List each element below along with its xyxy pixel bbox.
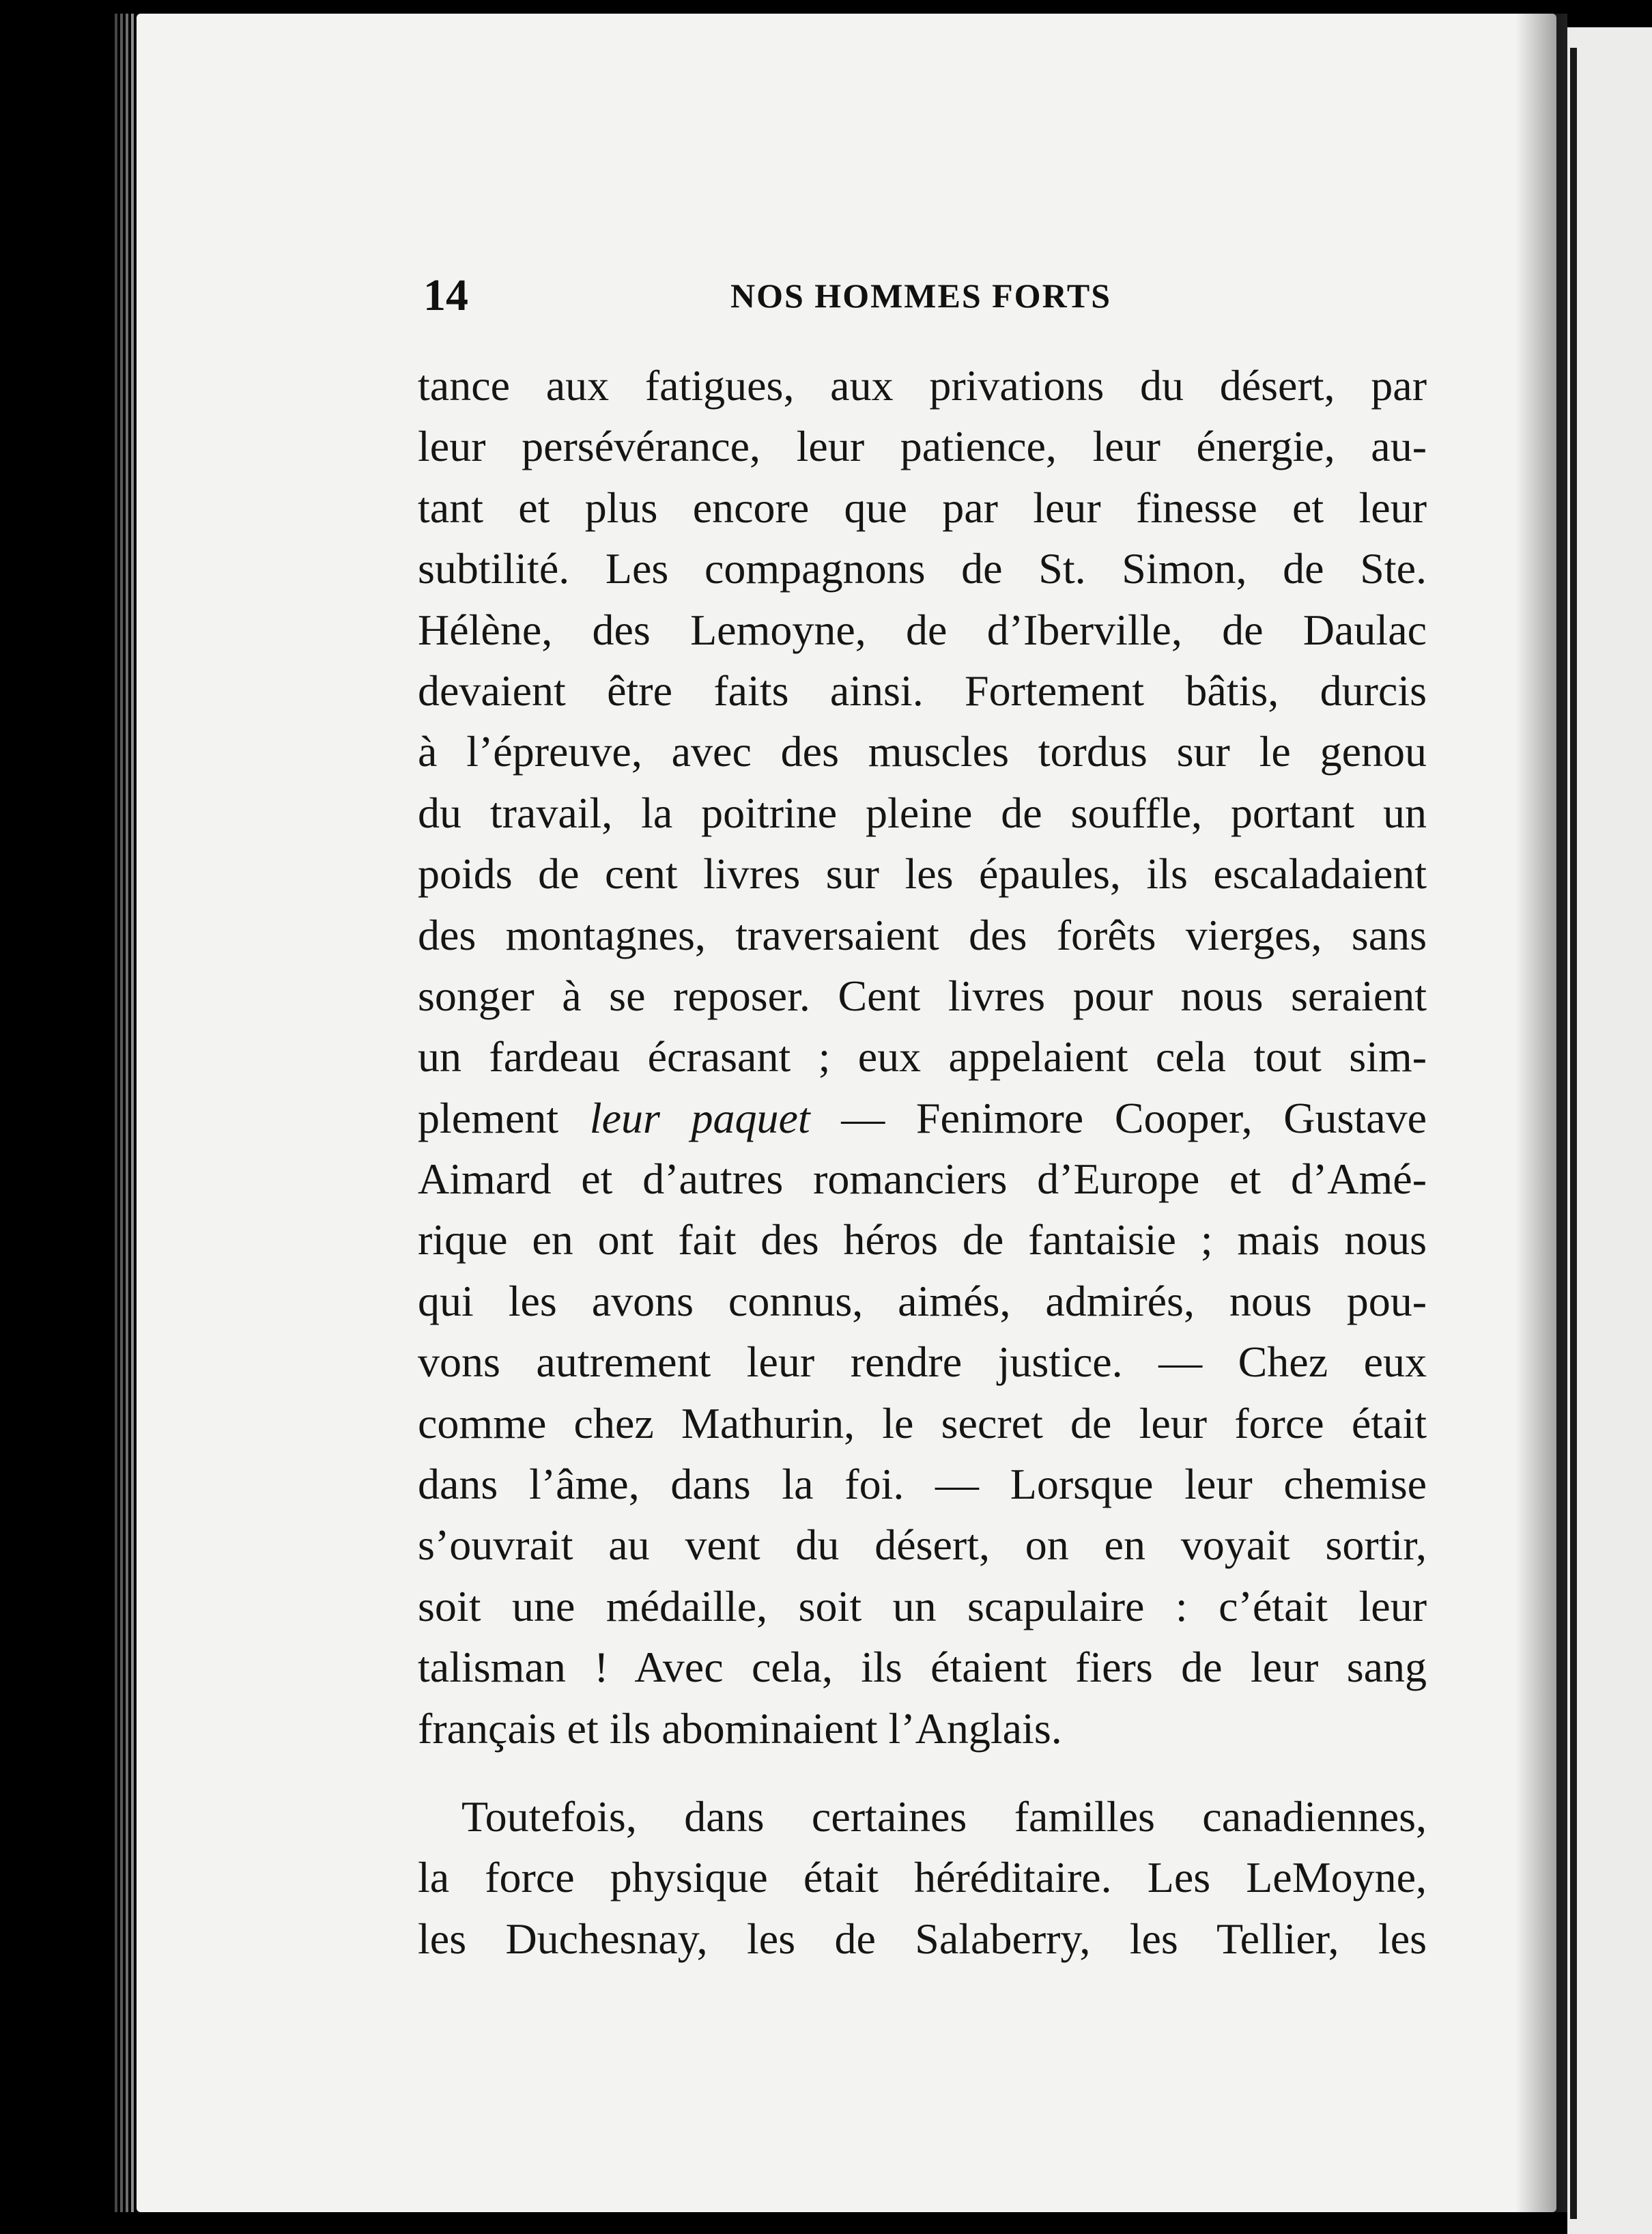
text-line: tance aux fatigues, aux privations du désert, par (418, 361, 1427, 410)
text-line: devaient être faits ainsi. Fortement bâtis, durcis (418, 666, 1427, 715)
next-page-rule (1570, 48, 1577, 2219)
text-line: à l’épreuve, avec des muscles tordus sur le genou (418, 727, 1427, 776)
text-segment: plement (418, 1093, 590, 1142)
text-line: songer à se reposer. Cent livres pour nous seraient (418, 971, 1427, 1020)
text-line: s’ouvrait au vent du désert, on en voyait sortir, (418, 1521, 1427, 1570)
page-edge (120, 14, 123, 2212)
page-number: 14 (423, 270, 468, 320)
italic-phrase: leur paquet (589, 1093, 810, 1142)
text-line: comme chez Mathurin, le secret de leur force était (418, 1398, 1427, 1447)
text-segment: — Fenimore Cooper, Gustave (810, 1093, 1427, 1142)
text-line: Toutefois, dans certaines familles canadiennes, (461, 1792, 1427, 1841)
text-line: subtilité. Les compagnons de St. Simon, de Ste. (418, 544, 1427, 593)
text-line: leur persévérance, leur patience, leur énergie, au- (418, 422, 1427, 471)
text-line-with-italic (418, 1088, 1427, 1148)
running-title: NOS HOMMES FORTS (730, 277, 1112, 315)
page-edge (115, 14, 117, 2212)
page-header (423, 265, 1393, 326)
text-line: Aimard et d’autres romanciers d’Europe et d’Amé- (418, 1155, 1427, 1204)
text-line: dans l’âme, dans la foi. — Lorsque leur chemise (418, 1460, 1427, 1509)
text-line: qui les avons connus, aimés, admirés, nous pou- (418, 1276, 1427, 1325)
text-line: un fardeau écrasant ; eux appelaient cela tout sim- (418, 1032, 1427, 1081)
text-line: Hélène, des Lemoyne, de d’Iberville, de Daulac (418, 605, 1427, 654)
page-edge (126, 14, 128, 2212)
text-line: tant et plus encore que par leur finesse et leur (418, 483, 1427, 532)
text-line: vons autrement leur rendre justice. — Chez eux (418, 1338, 1427, 1387)
text-line: les Duchesnay, les de Salaberry, les Tellier, les (418, 1914, 1427, 1963)
text-line: français et ils abominaient l’Anglais. (418, 1703, 1062, 1753)
text-line: rique en ont fait des héros de fantaisie ; mais nous (418, 1215, 1427, 1264)
gutter-shadow (1515, 14, 1567, 2212)
text-line: des montagnes, traversaient des forêts vierges, sans (418, 910, 1427, 959)
page-edge (131, 14, 134, 2212)
text-line: poids de cent livres sur les épaules, ils escaladaient (418, 849, 1427, 899)
paragraph-gap (418, 1759, 1427, 1786)
text-line: soit une médaille, soit un scapulaire : c’était leur (418, 1581, 1427, 1630)
text-line: la force physique était héréditaire. Les LeMoyne, (418, 1853, 1427, 1902)
text-line: du travail, la poitrine pleine de souffle, portant un (418, 788, 1427, 837)
next-page-edge (1567, 27, 1652, 2234)
page-body (418, 355, 1427, 1969)
text-line: talisman ! Avec cela, ils étaient fiers de leur sang (418, 1643, 1427, 1692)
